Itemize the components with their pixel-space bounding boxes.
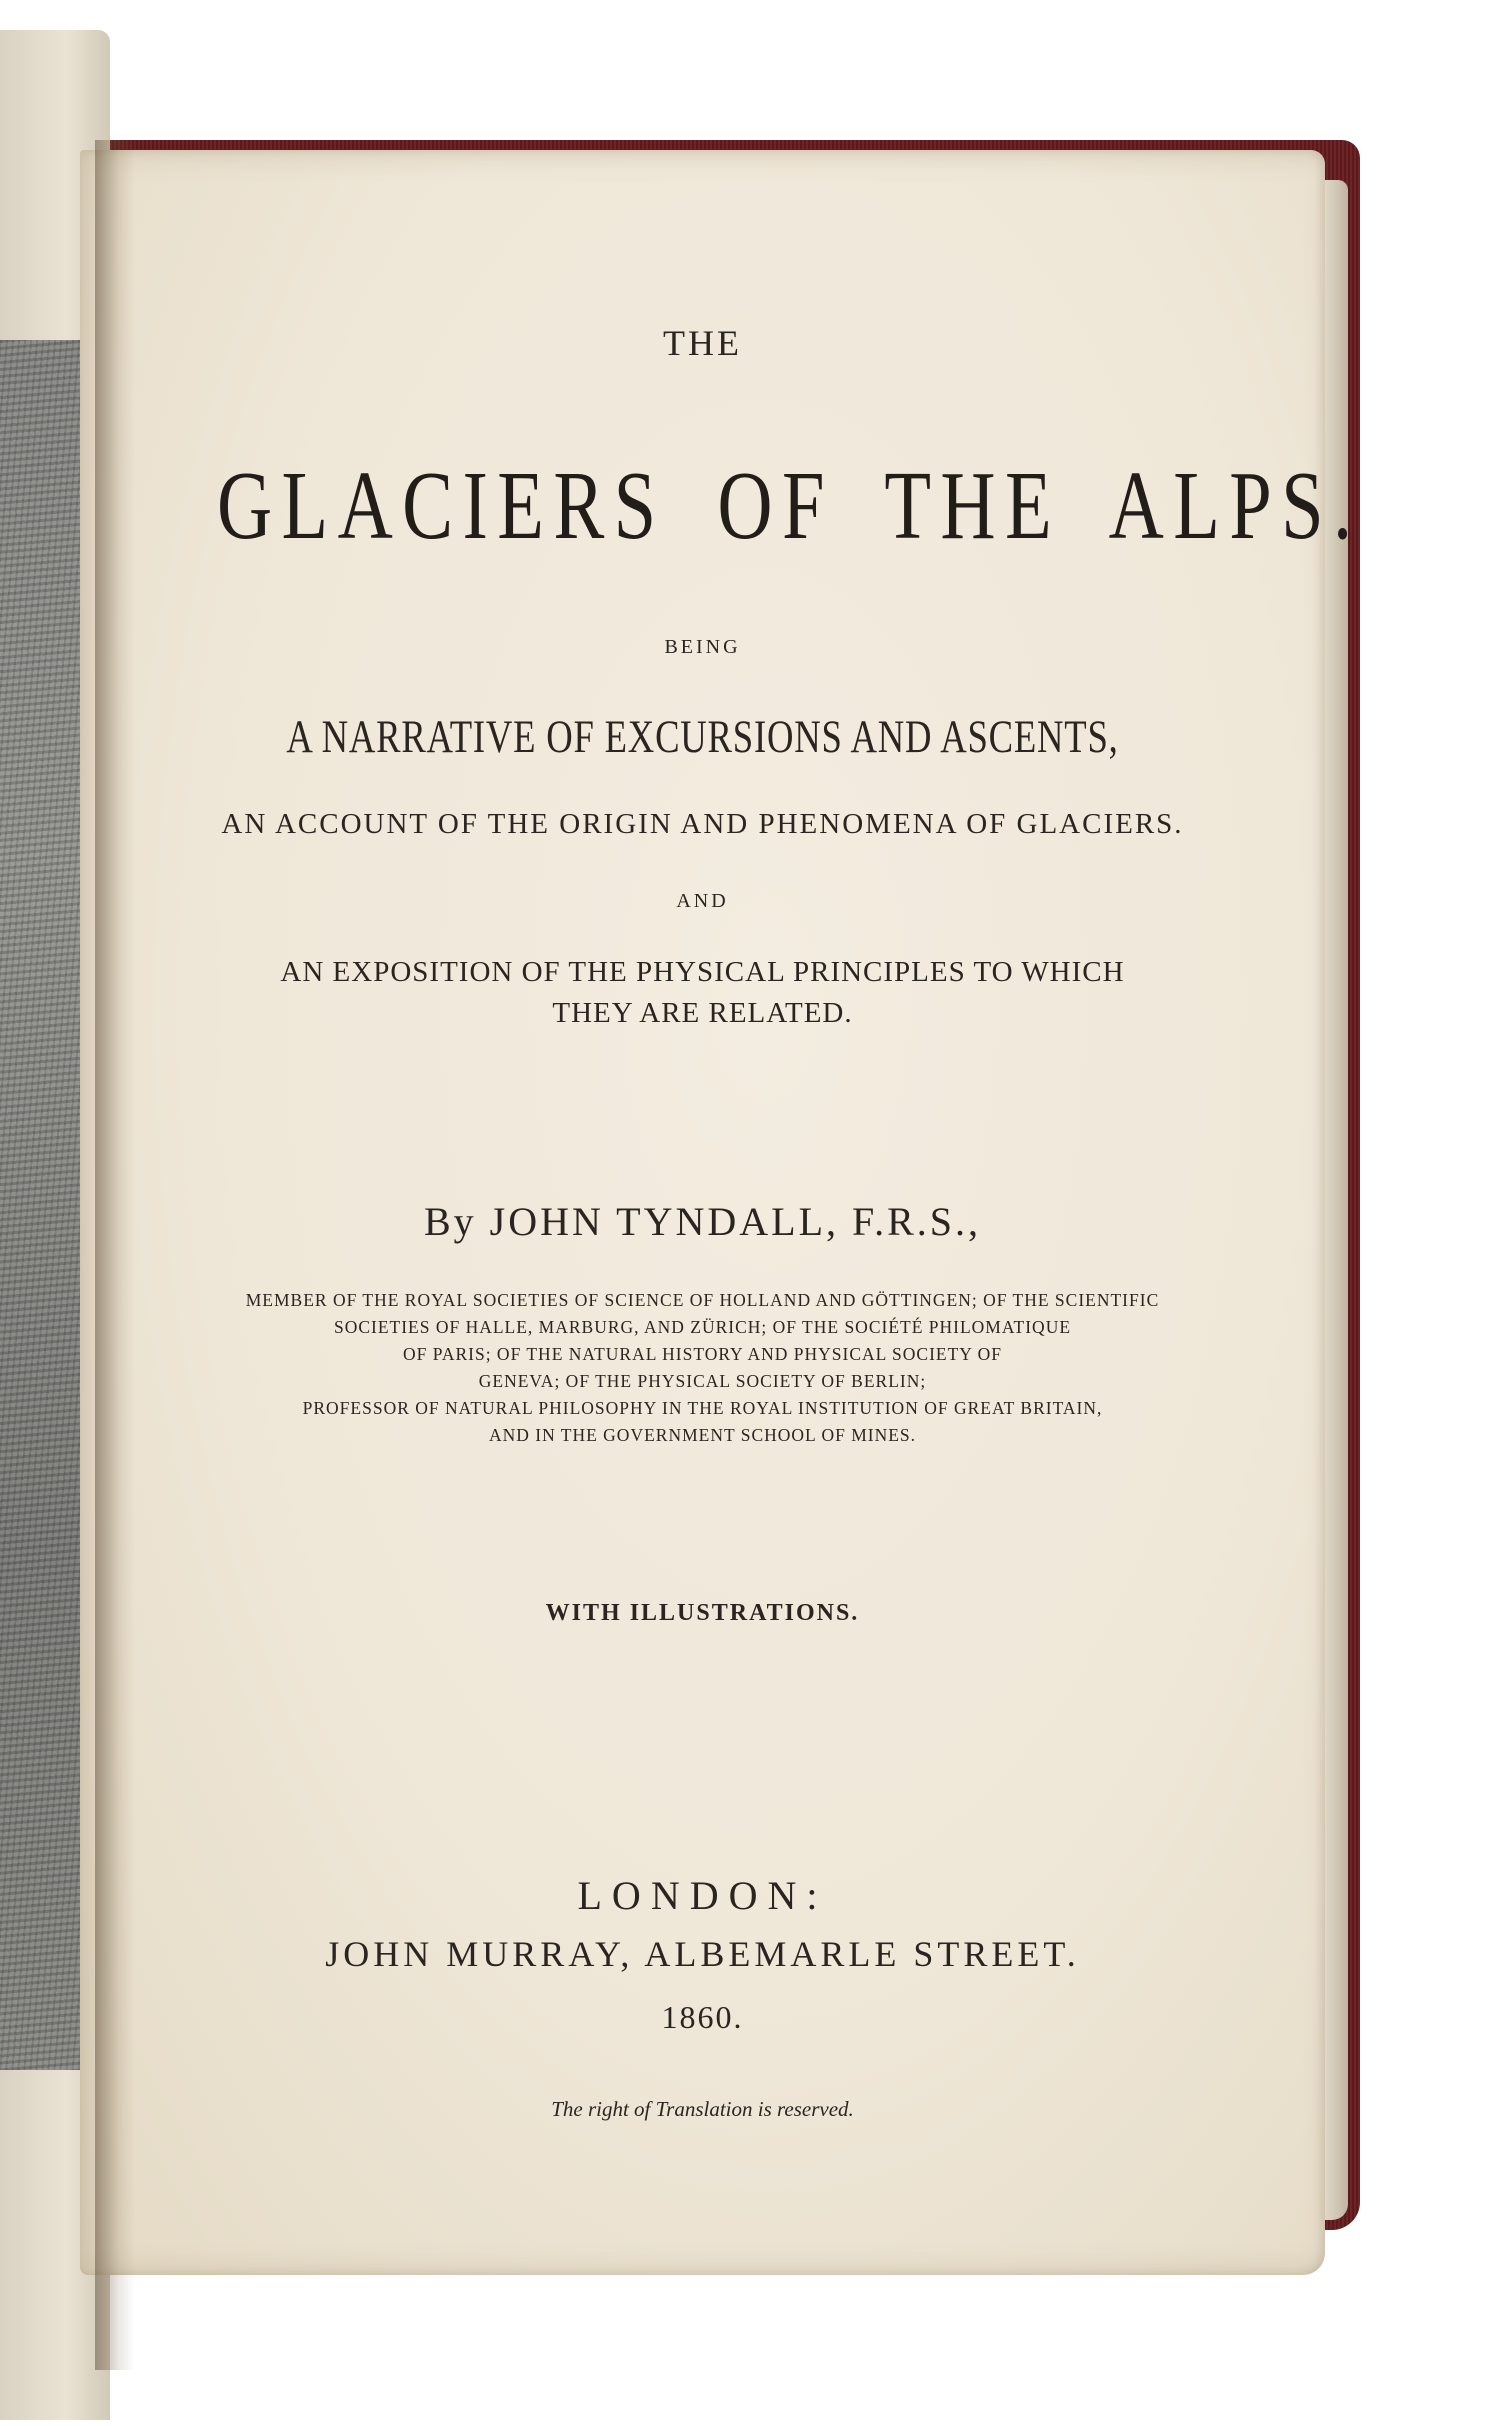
subtitle-4: THEY ARE RELATED. bbox=[552, 997, 853, 1029]
imprint-city: LONDON: bbox=[577, 1873, 828, 1918]
credentials-line-1: MEMBER OF THE ROYAL SOCIETIES OF SCIENCE OF HOLLAND AND GÖTTINGEN; OF THE SCIENTIFIC bbox=[245, 1290, 1160, 1310]
imprint-year: 1860. bbox=[661, 1999, 744, 2035]
subtitle-2: AN ACCOUNT OF THE ORIGIN AND PHENOMENA OF GLACIERS. bbox=[221, 808, 1184, 840]
being-label: BEING bbox=[664, 636, 741, 658]
rights-notice: The right of Translation is reserved. bbox=[551, 2097, 854, 2121]
credentials-line-6: AND IN THE GOVERNMENT SCHOOL OF MINES. bbox=[488, 1425, 917, 1445]
subtitle-3: AN EXPOSITION OF THE PHYSICAL PRINCIPLES TO WHICH bbox=[280, 956, 1125, 988]
main-title: GLACIERS OF THE ALPS. bbox=[216, 452, 1362, 560]
credentials-line-2: SOCIETIES OF HALLE, MARBURG, AND ZÜRICH; OF THE SOCIÉTÉ PHILOMATIQUE bbox=[333, 1317, 1072, 1337]
subtitle-1: A NARRATIVE OF EXCURSIONS AND ASCENTS, bbox=[286, 711, 1119, 763]
credentials-line-5: PROFESSOR OF NATURAL PHILOSOPHY IN THE ROYAL INSTITUTION OF GREAT BRITAIN, bbox=[302, 1398, 1103, 1418]
title-the: THE bbox=[663, 323, 742, 363]
subtitle-1-wrap bbox=[80, 710, 1325, 764]
credentials-line-3: OF PARIS; OF THE NATURAL HISTORY AND PHYSICAL SOCIETY OF bbox=[402, 1344, 1003, 1364]
imprint-publisher: JOHN MURRAY, ALBEMARLE STREET. bbox=[325, 1934, 1080, 1974]
title-page bbox=[80, 150, 1362, 2275]
main-title-wrap bbox=[80, 450, 1362, 562]
and-label: AND bbox=[676, 890, 729, 912]
with-illustrations: WITH ILLUSTRATIONS. bbox=[545, 1600, 860, 1626]
author-line: By JOHN TYNDALL, F.R.S., bbox=[424, 1199, 981, 1244]
page-gutter-shadow bbox=[95, 140, 135, 2370]
credentials-line-4: GENEVA; OF THE PHYSICAL SOCIETY OF BERLIN; bbox=[478, 1371, 927, 1391]
